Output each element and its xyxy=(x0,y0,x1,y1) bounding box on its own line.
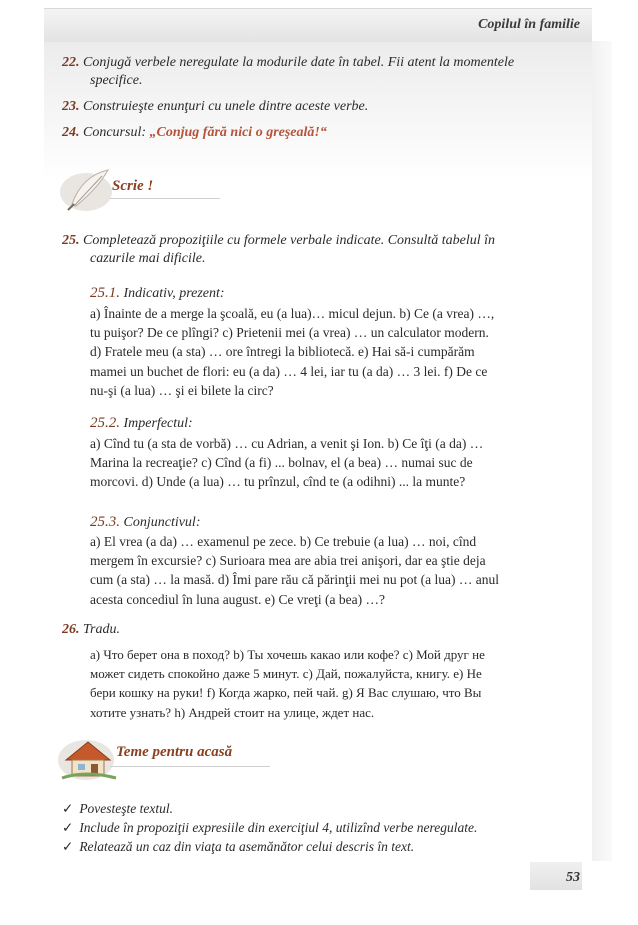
text-line: mamei un buchet de flori: eu (a da) … 4 lei, iar tu (a da) … 3 lei. f) De ce xyxy=(90,363,488,379)
subexercise-label: Conjunctivul: xyxy=(123,515,201,530)
text-line: d) Fratele meu (a sta) … ore întregi la bibliotecă. e) Hai să-i cumpărăm xyxy=(90,344,475,360)
text-line: cum (a sta) … la masă. d) Îmi pare rău că părinţii mei nu pot (a lua) … anul xyxy=(90,572,499,588)
homework-item xyxy=(62,800,173,818)
exercise-26-text xyxy=(90,645,580,722)
checkmark-icon: ✓ xyxy=(62,820,74,835)
exercise-number: 24. xyxy=(62,125,80,140)
subexercise-25-3-text xyxy=(90,532,580,609)
exercise-text-cont: specifice. xyxy=(90,73,143,88)
text-line: хотите узнать? h) Андрей стоит на улице, ждет нас. xyxy=(90,704,375,720)
page-number: 53 xyxy=(566,870,580,885)
homework-text: Povesteşte textul. xyxy=(79,801,174,816)
exercise-text: Tradu. xyxy=(83,622,120,637)
exercise-text: Completează propoziţiile cu formele verbale indicate. Consultă tabelul în xyxy=(83,233,496,248)
section-title-write: Scrie ! xyxy=(112,178,154,194)
page-header xyxy=(44,8,592,42)
exercise-text-cont: cazurile mai dificile. xyxy=(90,251,206,266)
exercise-number: 23. xyxy=(62,99,80,114)
subexercise-label: Indicativ, prezent: xyxy=(123,286,225,301)
section-underline xyxy=(110,766,270,767)
text-line: бери кошку на руки! f) Когда жарко, пей чай. g) Я Вас слушаю, что Вы xyxy=(90,685,482,701)
subexercise-number: 25.3. xyxy=(90,514,120,530)
text-line: может сидеть спокойно даже 5 минут. c) Дай, пожалуйста, книгу. e) Не xyxy=(90,666,482,682)
exercise-22-cont xyxy=(90,72,142,90)
quill-icon xyxy=(58,164,120,214)
exercise-text: Concursul: xyxy=(83,125,150,140)
exercise-text: Construieşte enunţuri cu unele dintre aceste verbe. xyxy=(83,99,369,114)
house-icon xyxy=(56,730,122,784)
text-line: nu-şi (a lua) … şi ei bilete la circ? xyxy=(90,382,274,398)
exercise-number: 26. xyxy=(62,622,80,637)
homework-text: Relatează un caz din viaţa ta asemănător celui descris în text. xyxy=(79,839,415,854)
text-line: mergem în excursie? c) Surioara mea are abia trei anişori, dar ea ştie deja xyxy=(90,553,486,569)
subexercise-number: 25.1. xyxy=(90,285,120,301)
subexercise-25-1-text xyxy=(90,304,580,400)
exercise-number: 22. xyxy=(62,55,80,70)
section-underline xyxy=(110,198,220,199)
exercise-text: Conjugă verbele neregulate la modurile date în tabel. Fii atent la momentele xyxy=(83,55,515,70)
exercise-26 xyxy=(62,621,120,639)
contest-title: „Conjug fără nici o greşeală!“ xyxy=(149,125,327,140)
section-title-homework: Teme pentru acasă xyxy=(116,744,233,760)
subexercise-number: 25.2. xyxy=(90,415,120,431)
text-line: a) Что берет она в поход? b) Ты хочешь какао или кофе? c) Мой друг не xyxy=(90,647,485,662)
homework-item xyxy=(62,819,477,837)
homework-text: Include în propoziţii expresiile din exerciţiul 4, utilizînd verbe neregulate. xyxy=(79,820,478,835)
subexercise-label: Imperfectul: xyxy=(123,416,193,431)
exercise-number: 25. xyxy=(62,233,80,248)
text-line: morcovi. d) Unde (a lua) … tu prînzul, cînd te (a odihni) ... la munte? xyxy=(90,474,466,490)
exercise-24 xyxy=(62,124,327,142)
side-margin-band xyxy=(592,41,612,861)
exercise-22 xyxy=(62,54,587,72)
subexercise-25-2-text xyxy=(90,434,580,492)
exercise-23 xyxy=(62,98,368,116)
text-line: a) Înainte de a merge la şcoală, eu (a lua)… micul dejun. b) Ce (a vrea) …, xyxy=(90,306,495,321)
text-line: Marina la recreaţie? c) Cînd (a fi) ... bolnav, el (a bea) … numai suc de xyxy=(90,455,473,471)
exercise-25 xyxy=(62,232,582,250)
checkmark-icon: ✓ xyxy=(62,801,74,816)
text-line: a) Cînd tu (a sta de vorbă) … cu Adrian, a venit şi Ion. b) Ce îţi (a da) … xyxy=(90,436,484,451)
subexercise-25-1-heading xyxy=(90,284,225,303)
text-line: a) El vrea (a da) … examenul pe zece. b) Ce trebuie (a lua) … noi, cînd xyxy=(90,534,477,549)
subexercise-25-2-heading xyxy=(90,414,193,433)
subexercise-25-3-heading xyxy=(90,513,201,532)
checkmark-icon: ✓ xyxy=(62,839,74,854)
text-line: acesta concediul în luna august. e) Ce vreţi (a bea) …? xyxy=(90,591,385,607)
exercise-25-cont xyxy=(90,250,205,268)
text-line: tu puişor? De ce plîngi? c) Prietenii mei (a vrea) … un calculator modern. xyxy=(90,325,489,341)
homework-item xyxy=(62,838,414,856)
chapter-title: Copilul în familie xyxy=(478,17,580,32)
